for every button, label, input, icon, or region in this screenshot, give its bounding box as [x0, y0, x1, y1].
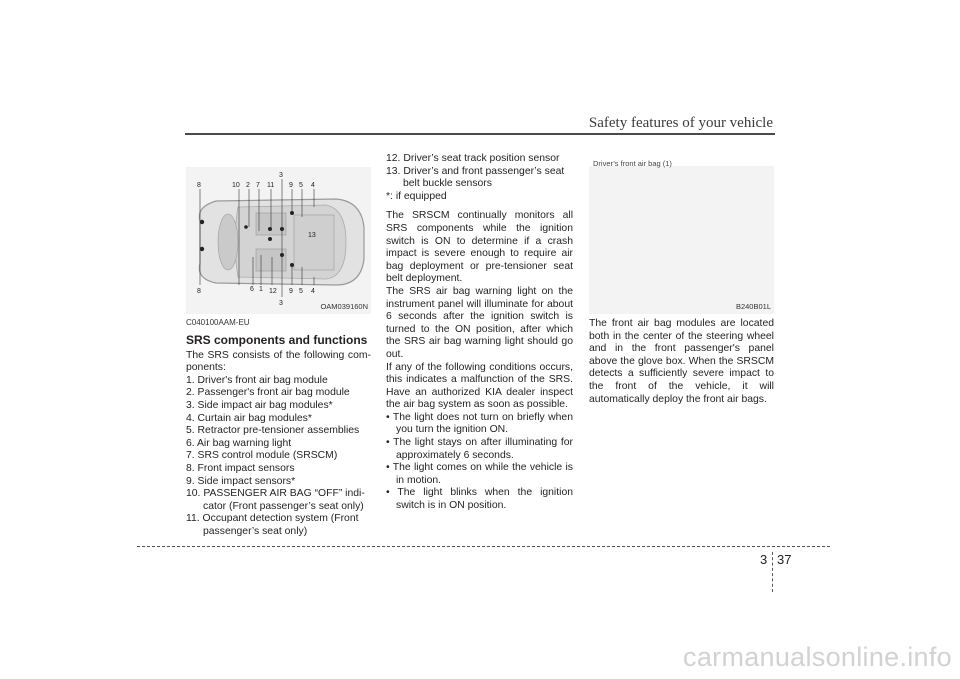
- callout-bottom-3: 1: [259, 286, 263, 293]
- footnote: *: if equipped: [386, 190, 447, 202]
- list-item: 9. Side impact sensors*: [186, 475, 296, 487]
- page-number-divider: [772, 552, 774, 592]
- figure-code: OAM039160N: [320, 302, 368, 311]
- callout-top-3: 7: [256, 182, 260, 189]
- callout-bottom-4: 12: [269, 288, 277, 295]
- bullet-item: • The light comes on while the vehicle is in motion.: [386, 462, 573, 486]
- column-2: [386, 153, 573, 513]
- driver-airbag-figure: [589, 159, 774, 314]
- paragraph: The SRSCM continually monitors all SRS components while the ignition switch is ON to determine if a crash impact is severe enough to require air bag deployment or pre-tensioner seat belt deployment.: [386, 210, 573, 285]
- paragraph: The front air bag modules are located both in the center of the steering wheel and in the front passenger's panel above the glove box. When the SRSCM detects a sufficiently severe impact to the front of the vehicle, it will automatically deploy the front air bags.: [589, 318, 774, 405]
- list-item: 2. Passenger's front air bag module: [186, 387, 350, 399]
- page-number: 37: [777, 552, 792, 567]
- figure-caption: Driver’s front air bag (1): [593, 159, 672, 168]
- callout-bottom-6: 9: [289, 288, 293, 295]
- list-item: 5. Retractor pre-tensioner assemblies: [186, 425, 360, 437]
- callout-bottom-2: 6: [250, 286, 254, 293]
- callout-top-5: 3: [279, 172, 283, 179]
- list-item: 4. Curtain air bag modules*: [186, 412, 312, 424]
- list-item: 12. Driver’s seat track position sensor: [386, 153, 560, 164]
- srs-components-figure: [186, 167, 371, 314]
- callout-top-4: 11: [267, 182, 275, 189]
- watermark-text: carmanualsonline.info: [683, 642, 952, 672]
- callout-bottom-7: 5: [299, 288, 303, 295]
- car-top-view-illustration: [186, 167, 371, 314]
- callout-bottom-5: 3: [279, 300, 283, 307]
- header-rule: [185, 133, 775, 135]
- column-3: [589, 318, 774, 406]
- callout-13: 13: [308, 232, 316, 239]
- section-code: C040100AAM-EU: [186, 318, 250, 327]
- callout-top-7: 5: [299, 182, 303, 189]
- list-item: 3. Side impact air bag modules*: [186, 399, 333, 411]
- bullet-item: • The light blinks when the ignition switch is in ON position.: [386, 487, 573, 512]
- intro-text: The SRS consists of the following com-ponents:: [186, 349, 371, 374]
- list-item: 7. SRS control module (SRSCM): [186, 450, 338, 462]
- list-item: 6. Air bag warning light: [186, 437, 292, 449]
- page-header-title: Safety features of your vehicle: [588, 115, 773, 131]
- list-item: 1. Driver's front air bag module: [186, 374, 328, 386]
- callout-top-6: 9: [289, 182, 293, 189]
- callout-top-8: 4: [311, 182, 315, 189]
- callout-top-2: 2: [246, 182, 250, 189]
- column-1: [186, 317, 371, 539]
- paragraph: The SRS air bag warning light on the instrument panel will illuminate for about 6 seconds after the ignition switch is turned to the ON position, after which the SRS air bag warning light should go out.: [386, 285, 573, 360]
- paragraph: If any of the following conditions occurs, this indicates a malfunction of the SRS. Have an authorized KIA dealer inspect the air bag system as soon as possible.: [386, 361, 573, 411]
- list-item: 10. PASSENGER AIR BAG “OFF” indi-cator (Front passenger’s seat only): [186, 488, 365, 512]
- callout-bottom-1: 8: [197, 288, 201, 295]
- chapter-number: 3: [760, 552, 768, 567]
- list-item: 13. Driver’s and front passenger’s seat belt buckle sensors: [386, 165, 565, 190]
- bullet-item: • The light does not turn on briefly when you turn the ignition ON.: [386, 411, 573, 436]
- list-item: 11. Occupant detection system (Front passenger’s seat only): [186, 513, 359, 537]
- section-heading: SRS components and functions: [186, 332, 368, 347]
- list-item: 8. Front impact sensors: [186, 462, 295, 474]
- callout-8-top: 8: [197, 182, 201, 189]
- figure-code: B240B01L: [735, 302, 771, 311]
- callout-top-1: 10: [232, 182, 240, 189]
- callout-bottom-8: 4: [311, 288, 315, 295]
- footer-rule: [137, 546, 830, 547]
- bullet-item: • The light stays on after illuminating for approximately 6 seconds.: [386, 437, 573, 461]
